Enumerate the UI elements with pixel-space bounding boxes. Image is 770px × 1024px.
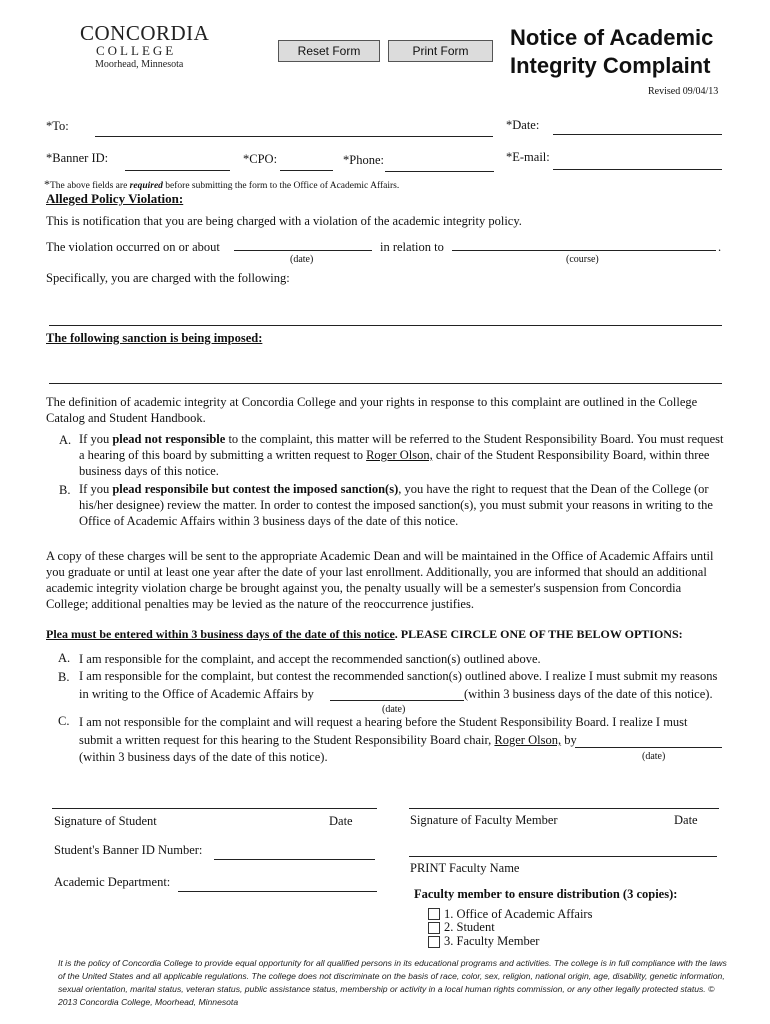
violation-notification: This is notification that you are being charged with a violation of the academic integrity policy.	[46, 214, 522, 228]
plea-b-date-caption: (date)	[382, 704, 406, 715]
violation-heading: Alleged Policy Violation:	[46, 191, 184, 206]
sanction-heading: The following sanction is being imposed:	[46, 331, 263, 345]
student-date-label: Date	[329, 814, 353, 828]
sanction-field[interactable]	[49, 383, 722, 384]
violation-date-field[interactable]	[234, 250, 372, 251]
plea-b-letter[interactable]: B.	[58, 670, 70, 684]
student-signature-field[interactable]	[52, 808, 377, 809]
plea-b-within: (within 3 business days of the date of this notice).	[464, 687, 713, 701]
logo-college: COLLEGE	[96, 43, 177, 58]
copy-label-academic-affairs: 1. Office of Academic Affairs	[444, 907, 593, 921]
reset-form-button[interactable]: Reset Form	[278, 40, 380, 62]
relation-label: in relation to	[380, 240, 444, 254]
plea-b-date-field[interactable]	[330, 700, 464, 701]
plea-c-date-caption: (date)	[642, 751, 666, 762]
logo-location: Moorhead, Minnesota	[95, 59, 184, 70]
print-faculty-name-field[interactable]	[409, 856, 717, 857]
banner-id-field[interactable]	[125, 170, 230, 171]
email-label: *E-mail:	[506, 150, 550, 164]
title-line-2: Integrity Complaint	[510, 53, 711, 78]
plea-c-line-1: I am not responsible for the complaint and will request a hearing before the Student Responsibility Board. I realize I must	[79, 715, 688, 729]
cpo-field[interactable]	[280, 170, 333, 171]
print-form-button[interactable]: Print Form	[388, 40, 493, 62]
logo	[80, 21, 210, 72]
print-faculty-name-label: PRINT Faculty Name	[410, 861, 520, 875]
violation-occurred-label: The violation occurred on or about	[46, 240, 220, 254]
revised-date: Revised 09/04/13	[648, 86, 719, 97]
option-b-letter: B.	[59, 483, 71, 497]
violation-course-caption: (course)	[566, 254, 599, 265]
plea-c-date-field[interactable]	[575, 747, 722, 748]
plea-c-letter[interactable]: C.	[58, 714, 70, 728]
date-field[interactable]	[553, 134, 722, 135]
plea-c-line-2: submit a written request for this hearing to the Student Responsibility Board chair, Roger Olson, by	[79, 733, 577, 747]
option-a-letter: A.	[59, 433, 72, 447]
phone-label: *Phone:	[343, 153, 384, 167]
student-signature-label: Signature of Student	[54, 814, 157, 828]
copy-checkbox-faculty[interactable]	[428, 936, 440, 948]
violation-course-field[interactable]	[452, 250, 716, 251]
faculty-signature-label: Signature of Faculty Member	[410, 813, 558, 827]
plea-heading: Plea must be entered within 3 business days of the date of this notice. PLEASE CIRCLE ONE OF THE BELOW OPTIONS:	[46, 627, 683, 641]
cpo-label: *CPO:	[243, 152, 278, 166]
required-note: *The above fields are required before submitting the form to the Office of Academic Affairs.	[44, 177, 400, 191]
copy-checkbox-student[interactable]	[428, 922, 440, 934]
option-b-text: If you plead responsibile but contest the imposed sanction(s), you have the right to request that the Dean of the College (or his/her designee) review the matter. In order to contest the imposed sanction(s), you must submit your reasons in writing to the Office of Academic Affairs within 3 business days of the date of this notice.	[79, 482, 713, 528]
date-label: *Date:	[506, 118, 540, 132]
to-field[interactable]	[95, 136, 493, 137]
plea-b-line-1: I am responsible for the complaint, but contest the recommended sanction(s) outlined above. I realize I must submit my reasons	[79, 669, 718, 683]
banner-number-field[interactable]	[214, 859, 375, 860]
to-label: *To:	[46, 119, 69, 133]
logo-name: CONCORDIA	[80, 21, 210, 45]
academic-department-field[interactable]	[178, 891, 377, 892]
copy-label-faculty: 3. Faculty Member	[444, 934, 540, 948]
course-period: .	[718, 240, 722, 254]
footer-policy-text: It is the policy of Concordia College to provide equal opportunity for all qualified persons in its educational programs and activities. The college is in full compliance with the laws of the United States and all applicable regulations. The college does not discriminate on the basis of race, color, sex, religion, national origin, age, disability, genetic information, sexual orientation, marital status, veteran status, public assistance status, membership or activity in a local human rights commission, or any other legally protected status. © 2013 Concordia College, Moorhead, Minnesota	[58, 958, 727, 1007]
plea-a-text: I am responsible for the complaint, and accept the recommended sanction(s) outlined above.	[79, 652, 541, 666]
faculty-signature-field[interactable]	[409, 808, 719, 809]
academic-department-label: Academic Department:	[54, 875, 171, 889]
charges-field[interactable]	[49, 325, 722, 326]
definition-text: The definition of academic integrity at Concordia College and your rights in response to this complaint are outlined in the College Catalog and Student Handbook.	[46, 395, 698, 425]
plea-c-line-3: (within 3 business days of the date of this notice).	[79, 750, 328, 764]
faculty-date-label: Date	[674, 813, 698, 827]
copy-charges-text: A copy of these charges will be sent to the appropriate Academic Dean and will be maintained in the Office of Academic Affairs until you graduate or until at least one year after the date of your last enrollment. Additionally, you are informed that should an additional academic integrity violation charge be brought against you, the penalty usually will be a semester's suspension from Concordia College; additional penalties may be levied as the nature of the reoccurrence justifies.	[46, 549, 714, 611]
distribution-heading: Faculty member to ensure distribution (3 copies):	[414, 887, 678, 901]
banner-id-label: *Banner ID:	[46, 151, 109, 165]
violation-date-caption: (date)	[290, 254, 314, 265]
email-field[interactable]	[553, 169, 722, 170]
page-title	[510, 24, 713, 80]
phone-field[interactable]	[385, 171, 494, 172]
banner-number-label: Student's Banner ID Number:	[54, 843, 203, 857]
option-a-text: If you plead not responsible to the complaint, this matter will be referred to the Student Responsibility Board. You must request a hearing of this board by submitting a written request to Roger Olson, chair of the Student Responsibility Board, within three business days of this notice.	[79, 432, 724, 478]
copy-label-student: 2. Student	[444, 920, 495, 934]
plea-b-line-2: in writing to the Office of Academic Affairs by	[79, 687, 314, 701]
copy-checkbox-academic-affairs[interactable]	[428, 908, 440, 920]
specifically-label: Specifically, you are charged with the following:	[46, 271, 290, 285]
title-line-1: Notice of Academic	[510, 25, 714, 50]
plea-a-letter[interactable]: A.	[58, 651, 71, 665]
